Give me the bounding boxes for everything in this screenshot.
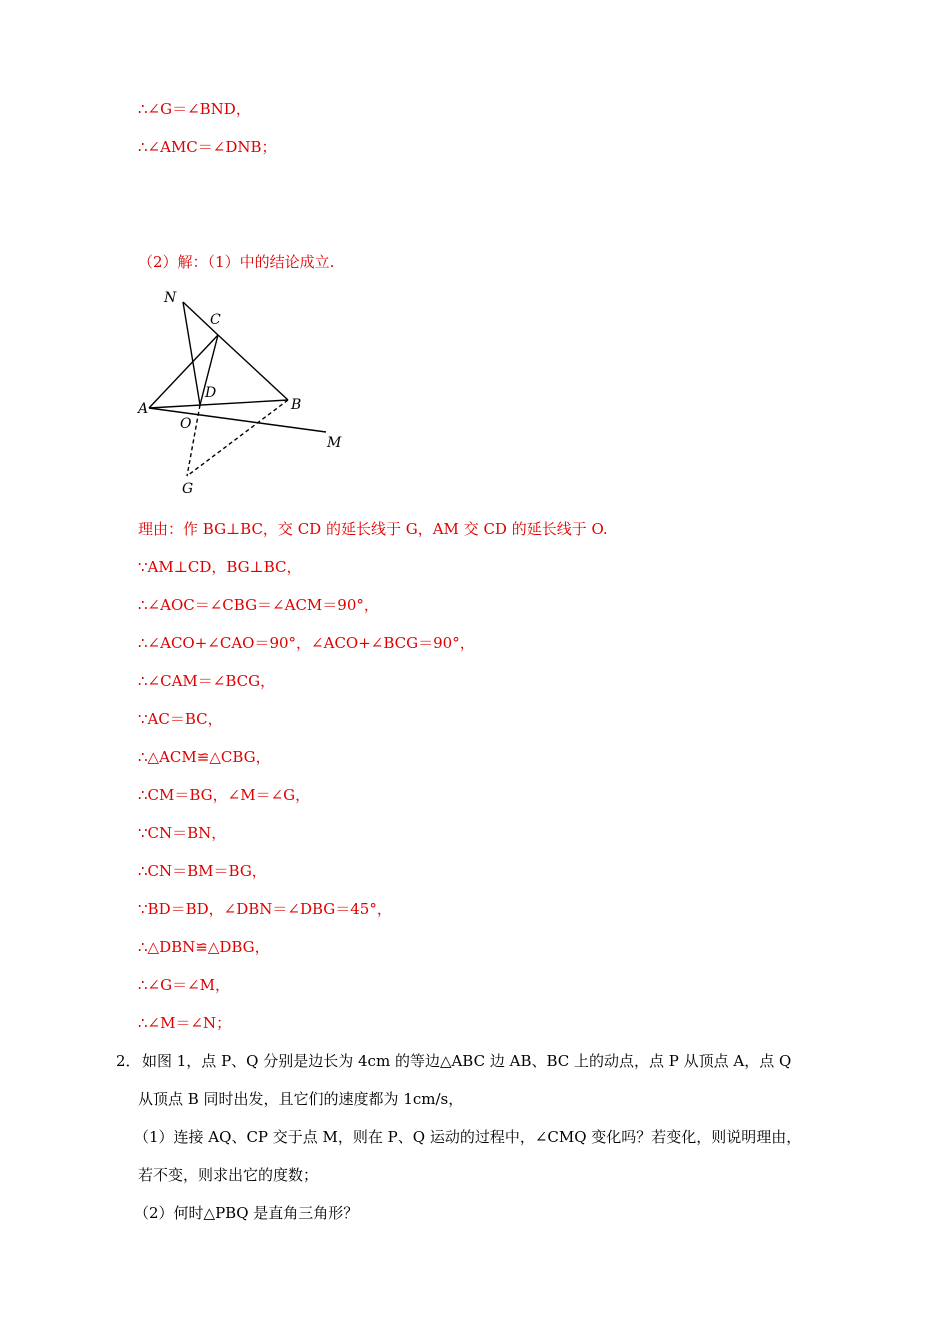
- label-M: M: [327, 435, 342, 451]
- proof-line: ∵AM⊥CD，BG⊥BC，: [138, 558, 302, 576]
- problem-text: 从顶点 B 同时出发，且它们的速度都为 1cm/s，: [138, 1090, 464, 1108]
- proof-line: ∴△ACM≌△CBG，: [138, 748, 271, 766]
- label-D: D: [205, 385, 217, 401]
- question-2: （2）何时△PBQ 是直角三角形？: [134, 1204, 359, 1222]
- solution-line: ∴∠AMC＝∠DNB；: [138, 138, 277, 156]
- proof-line: ∴CM＝BG，∠M＝∠G，: [138, 786, 311, 804]
- label-A: A: [138, 401, 149, 417]
- problem-number: 2．: [116, 1052, 141, 1070]
- question-1-cont: 若不变，则求出它的度数；: [138, 1166, 319, 1184]
- geometry-figure: [130, 280, 360, 500]
- proof-line: ∴△DBN≌△DBG，: [138, 938, 270, 956]
- label-G: G: [182, 481, 194, 497]
- label-O: O: [180, 416, 192, 432]
- part2-heading: （2）解：（1）中的结论成立.: [138, 253, 335, 271]
- proof-line: ∴∠ACO+∠CAO＝90°，∠ACO+∠BCG＝90°，: [138, 634, 475, 652]
- proof-line: ∴∠G＝∠M，: [138, 976, 231, 994]
- proof-line: ∴∠CAM＝∠BCG，: [138, 672, 276, 690]
- label-B: B: [291, 397, 302, 413]
- label-C: C: [210, 312, 221, 328]
- problem-text: 如图 1，点 P、Q 分别是边长为 4cm 的等边△ABC 边 AB、BC 上的动点，点 P 从顶点 A，点 Q: [142, 1052, 792, 1070]
- segment-BG-dashed: [187, 400, 288, 476]
- segment-NO: [183, 302, 200, 405]
- proof-line: 理由：作 BG⊥BC，交 CD 的延长线于 G，AM 交 CD 的延长线于 O.: [138, 520, 608, 538]
- solution-line: ∴∠G＝∠BND，: [138, 100, 251, 118]
- proof-line: ∵BD＝BD，∠DBN＝∠DBG＝45°，: [138, 900, 392, 918]
- proof-line: ∴CN＝BM＝BG，: [138, 862, 267, 880]
- proof-line: ∴∠M＝∠N；: [138, 1014, 232, 1032]
- segment-AB: [149, 400, 288, 408]
- proof-line: ∵CN＝BN，: [138, 824, 227, 842]
- segment-CB: [218, 335, 288, 400]
- proof-line: ∵AC＝BC，: [138, 710, 223, 728]
- proof-line: ∴∠AOC＝∠CBG＝∠ACM＝90°，: [138, 596, 379, 614]
- question-1: （1）连接 AQ、CP 交于点 M，则在 P、Q 运动的过程中，∠CMQ 变化吗？若变化，则说明理由，: [134, 1128, 802, 1146]
- label-N: N: [164, 290, 177, 306]
